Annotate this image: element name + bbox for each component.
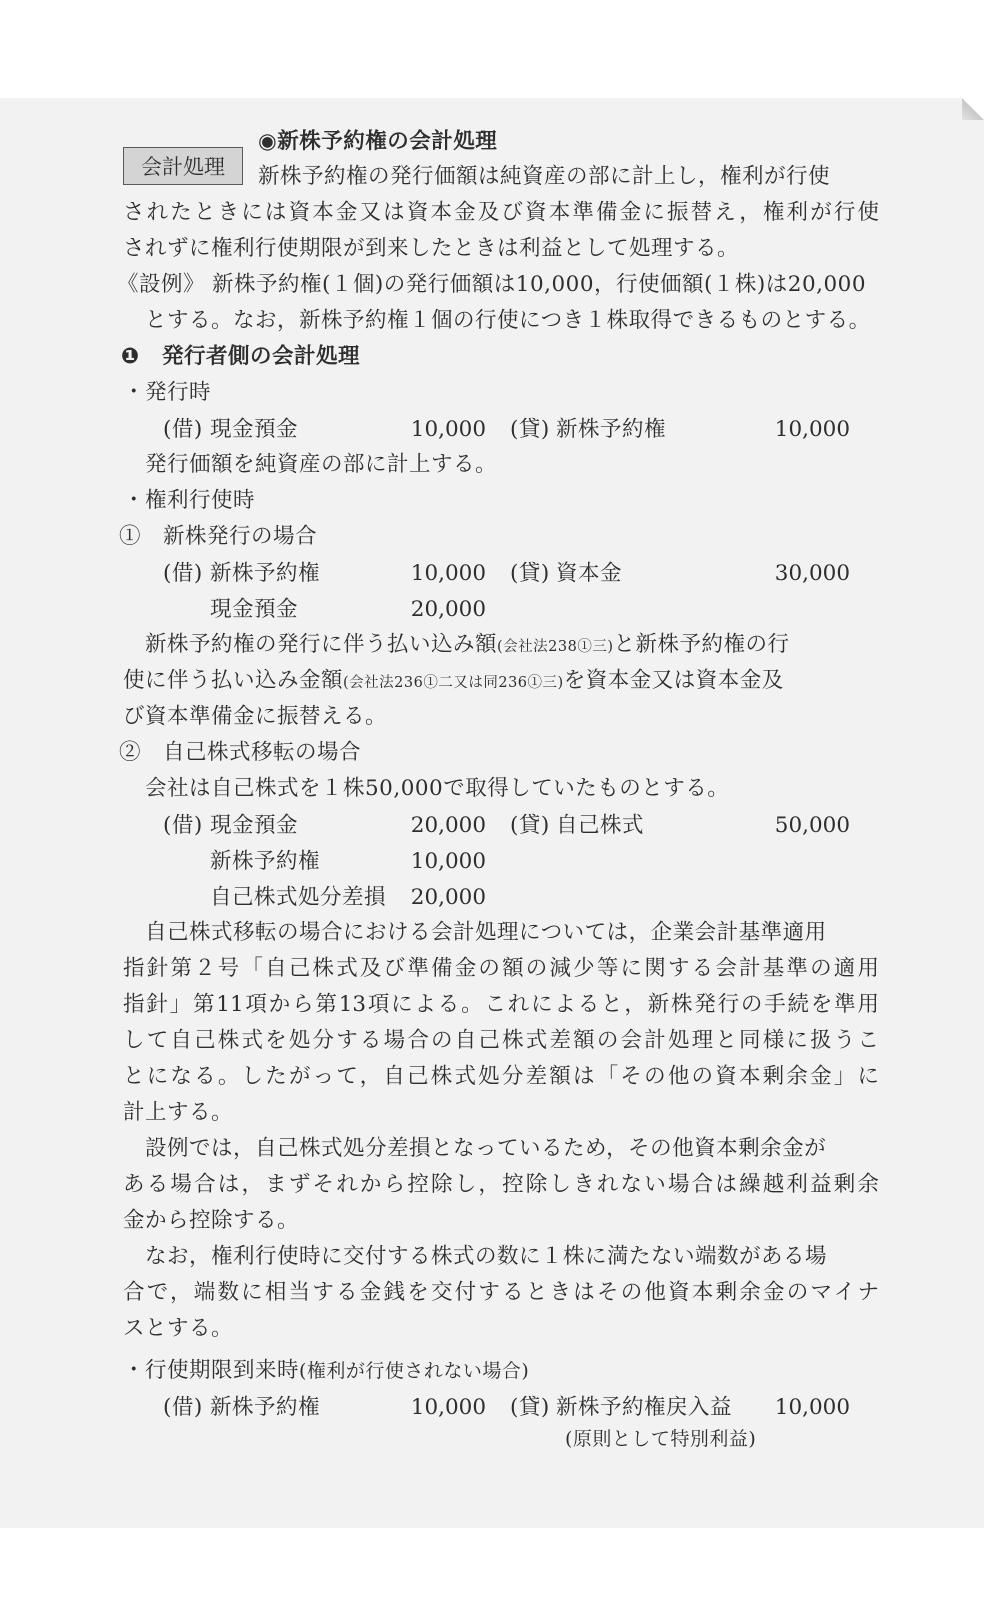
section-heading: ◉新株予約権の会計処理 <box>258 129 498 154</box>
journal-credit-label: (貸) <box>510 1395 550 1420</box>
journal-credit-account: 新株予約権戻入益 <box>556 1395 733 1420</box>
journal-debit-account: 新株予約権 <box>210 561 321 586</box>
intro-line-1: 新株予約権の発行価額は純資産の部に計上し，権利が行使 <box>258 164 831 189</box>
issue-title: ・発行時 <box>123 380 212 405</box>
page-curl <box>962 98 984 120</box>
paragraph-2-line-1: 設例では，自己株式処分差損となっているため，その他資本剰余金が <box>145 1136 827 1161</box>
case-1-title: ① 新株発行の場合 <box>119 524 318 549</box>
journal-debit-amount: 20,000 <box>410 813 486 838</box>
paragraph-1-line-3: 指針」第11項から第13項による。これによると，新株発行の手続を準用 <box>123 992 879 1017</box>
expiry-note: (原則として特別利益) <box>565 1428 757 1450</box>
expiry-title: ・行使期限到来時(権利が行使されない場合) <box>123 1358 530 1383</box>
case-1-note-line-1: 新株予約権の発行に伴う払い込み額(会社法238①三)と新株予約権の行 <box>145 632 790 657</box>
example-line-1: 新株予約権(１個)の発行価額は10,000，行使価額(１株)は20,000 <box>212 272 867 297</box>
journal-credit-amount: 50,000 <box>774 813 850 838</box>
legal-reference: (会社法238①三) <box>497 639 614 655</box>
journal-debit-amount: 20,000 <box>410 885 486 910</box>
journal-credit-label: (貸) <box>510 561 550 586</box>
journal-debit-account: 現金預金 <box>210 813 299 838</box>
example-line-2: とする。なお，新株予約権１個の行使につき１株取得できるものとする。 <box>145 308 871 333</box>
case-1-note-line-3: び資本準備金に振替える。 <box>123 704 388 729</box>
issue-note: 発行価額を純資産の部に計上する。 <box>145 452 498 477</box>
journal-credit-amount: 10,000 <box>774 417 850 442</box>
section-1-title: 発行者側の会計処理 <box>162 344 361 369</box>
journal-debit-label: (借) <box>163 813 203 838</box>
journal-debit-account: 新株予約権 <box>210 1395 321 1420</box>
journal-credit-account: 自己株式 <box>556 813 645 838</box>
journal-debit-label: (借) <box>163 1395 203 1420</box>
journal-debit-account: 現金預金 <box>210 417 299 442</box>
accounting-badge: 会計処理 <box>123 147 243 185</box>
paragraph-1-line-5: とになる。したがって，自己株式処分差額は「その他の資本剰余金」に <box>123 1064 879 1089</box>
journal-debit-amount: 20,000 <box>410 597 486 622</box>
journal-credit-label: (貸) <box>510 417 550 442</box>
intro-line-2: されたときには資本金又は資本金及び資本準備金に振替え，権利が行使 <box>123 200 879 225</box>
journal-credit-account: 資本金 <box>556 561 623 586</box>
intro-line-3: されずに権利行使期限が到来したときは利益として処理する。 <box>123 236 740 261</box>
case-1-note-line-2: 使に伴う払い込み金額(会社法236①二又は同236①三)を資本金又は資本金及 <box>123 668 784 693</box>
paragraph-1-line-1: 自己株式移転の場合における会計処理については，企業会計基準適用 <box>145 920 827 945</box>
paragraph-2-line-2: ある場合は，まずそれから控除し，控除しきれない場合は繰越利益剰余 <box>123 1172 879 1197</box>
journal-debit-account: 新株予約権 <box>210 849 321 874</box>
paragraph-3-line-2: 合で，端数に相当する金銭を交付するときはその他資本剰余金のマイナ <box>123 1280 879 1305</box>
journal-debit-account: 自己株式処分差損 <box>210 885 387 910</box>
journal-credit-account: 新株予約権 <box>556 417 667 442</box>
paragraph-1-line-4: して自己株式を処分する場合の自己株式差額の会計処理と同様に扱うこ <box>123 1028 879 1053</box>
paragraph-1-line-2: 指針第２号「自己株式及び準備金の額の減少等に関する会計基準の適用 <box>123 956 879 981</box>
paragraph-2-line-3: 金から控除する。 <box>123 1208 300 1233</box>
journal-credit-label: (貸) <box>510 813 550 838</box>
journal-credit-amount: 10,000 <box>774 1395 850 1420</box>
case-2-premise: 会社は自己株式を１株50,000で取得していたものとする。 <box>145 776 730 801</box>
journal-debit-label: (借) <box>163 561 203 586</box>
legal-reference: (会社法236①二又は同236①三) <box>343 675 564 691</box>
section-number-icon: ❶ <box>121 344 140 369</box>
paragraph-1-line-6: 計上する。 <box>123 1100 234 1125</box>
case-2-title: ② 自己株式移転の場合 <box>119 740 362 765</box>
journal-debit-amount: 10,000 <box>410 849 486 874</box>
paragraph-3-line-1: なお，権利行使時に交付する株式の数に１株に満たない端数がある場 <box>145 1244 828 1269</box>
expiry-title-note: (権利が行使されない場合) <box>299 1360 530 1382</box>
journal-debit-account: 現金預金 <box>210 597 299 622</box>
exercise-title: ・権利行使時 <box>123 488 256 513</box>
example-label: 《設例》 <box>117 272 206 297</box>
journal-debit-amount: 10,000 <box>410 417 486 442</box>
journal-debit-amount: 10,000 <box>410 1395 486 1420</box>
paragraph-3-line-3: スとする。 <box>123 1316 234 1341</box>
journal-debit-amount: 10,000 <box>410 561 486 586</box>
journal-debit-label: (借) <box>163 417 203 442</box>
journal-credit-amount: 30,000 <box>774 561 850 586</box>
